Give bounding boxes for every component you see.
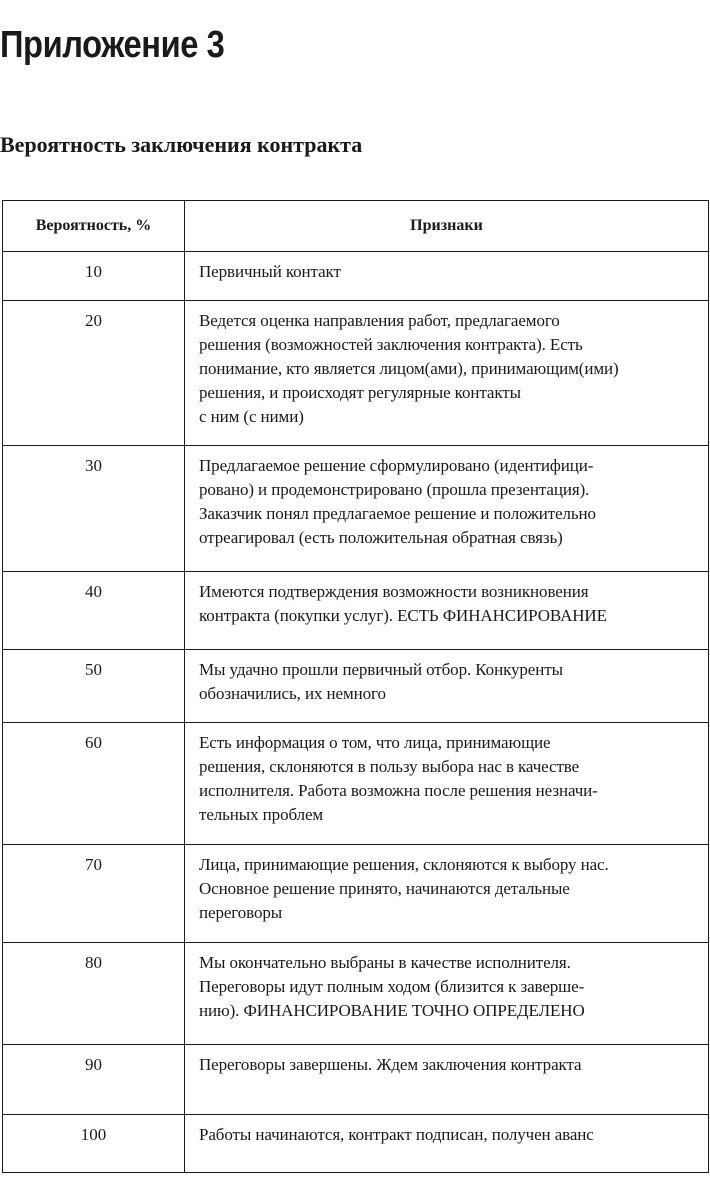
probability-cell: 100 — [3, 1115, 185, 1173]
probability-cell: 80 — [3, 943, 185, 1045]
table-row — [3, 943, 709, 1045]
table-body — [3, 252, 709, 1173]
signs-line: Работы начинаются, контракт подписан, получен аванс — [199, 1125, 594, 1144]
signs-cell — [185, 845, 709, 943]
probability-cell: 10 — [3, 252, 185, 301]
signs-line: Первичный контакт — [199, 262, 341, 281]
probability-cell: 90 — [3, 1045, 185, 1115]
signs-line: Имеются подтверждения возможности возникновения — [199, 582, 589, 601]
probability-cell: 50 — [3, 650, 185, 723]
table-row — [3, 1045, 709, 1115]
signs-line: Основное решение принято, начинаются детальные — [199, 879, 570, 898]
table-row — [3, 1115, 709, 1173]
signs-line: Мы удачно прошли первичный отбор. Конкуренты — [199, 660, 563, 679]
signs-cell — [185, 650, 709, 723]
header-signs: Признаки — [185, 201, 709, 252]
table-row — [3, 845, 709, 943]
table-row — [3, 723, 709, 845]
signs-line: тельных проблем — [199, 805, 324, 824]
signs-line: Мы окончательно выбраны в качестве исполнителя. — [199, 953, 571, 972]
signs-line: Лица, принимающие решения, склоняются к выбору нас. — [199, 855, 609, 874]
signs-line: решения (возможностей заключения контракта). Есть — [199, 335, 583, 354]
signs-line: с ним (с ними) — [199, 407, 304, 426]
section-title: Вероятность заключения контракта — [0, 132, 363, 157]
table-row — [3, 252, 709, 301]
signs-cell — [185, 723, 709, 845]
signs-line: Переговоры идут полным ходом (близится к заверше- — [199, 977, 585, 996]
signs-line: ровано) и продемонстрировано (прошла презентация). — [199, 480, 590, 499]
signs-line: Есть информация о том, что лица, принимающие — [199, 733, 551, 752]
probability-cell: 20 — [3, 301, 185, 446]
signs-line: Предлагаемое решение сформулировано (идентифици- — [199, 456, 594, 475]
signs-cell — [185, 301, 709, 446]
signs-line: обозначились, их немного — [199, 684, 386, 703]
header-row — [3, 201, 709, 252]
signs-line: Переговоры завершены. Ждем заключения контракта — [199, 1055, 582, 1074]
signs-line: контракта (покупки услуг). ЕСТЬ ФИНАНСИРОВАНИЕ — [199, 606, 607, 625]
signs-line: нию). ФИНАНСИРОВАНИЕ ТОЧНО ОПРЕДЕЛЕНО — [199, 1001, 585, 1020]
signs-line: понимание, кто является лицом(ами), принимающим(ими) — [199, 359, 619, 378]
table-header — [3, 201, 709, 252]
probability-cell: 40 — [3, 572, 185, 650]
signs-line: решения, склоняются в пользу выбора нас в качестве — [199, 757, 580, 776]
header-probability: Вероятность, % — [3, 201, 185, 252]
table-row — [3, 572, 709, 650]
table-row — [3, 301, 709, 446]
signs-cell — [185, 1045, 709, 1115]
table-row — [3, 446, 709, 572]
signs-line: решения, и происходят регулярные контакты — [199, 383, 521, 402]
probability-table — [2, 200, 709, 1173]
signs-cell — [185, 446, 709, 572]
signs-cell — [185, 572, 709, 650]
signs-line: Заказчик понял предлагаемое решение и положительно — [199, 504, 596, 523]
probability-cell: 70 — [3, 845, 185, 943]
probability-cell: 60 — [3, 723, 185, 845]
table-row — [3, 650, 709, 723]
signs-cell — [185, 943, 709, 1045]
signs-line: переговоры — [199, 903, 283, 922]
appendix-title: Приложение 3 — [0, 24, 225, 66]
signs-cell — [185, 1115, 709, 1173]
signs-cell — [185, 252, 709, 301]
signs-line: Ведется оценка направления работ, предлагаемого — [199, 311, 560, 330]
signs-line: отреагировал (есть положительная обратная связь) — [199, 528, 563, 547]
probability-cell: 30 — [3, 446, 185, 572]
signs-line: исполнителя. Работа возможна после решения незначи- — [199, 781, 598, 800]
